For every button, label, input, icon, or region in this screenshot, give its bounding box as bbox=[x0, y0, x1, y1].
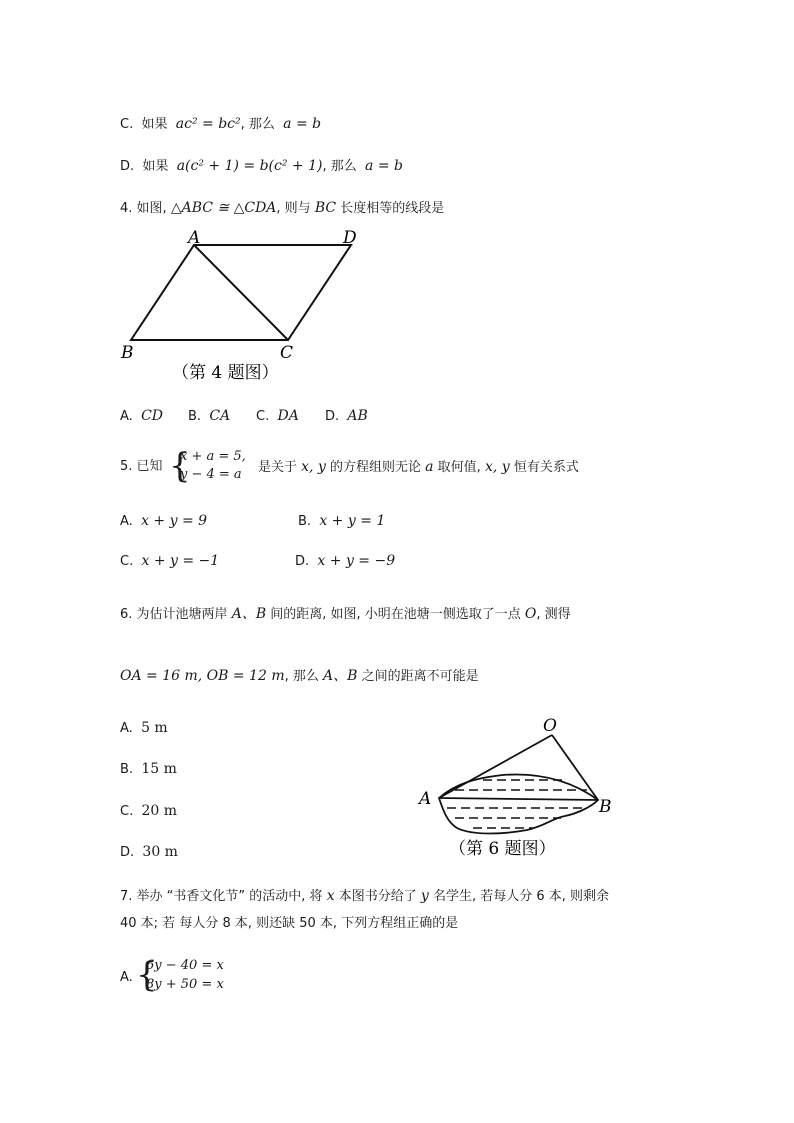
q4-diagonal-ac bbox=[194, 245, 288, 340]
q6-stem-line2: OA = 16 m, OB = 12 m, 那么 A、B 之间的距离不可能是 bbox=[120, 668, 479, 684]
q4-figure-caption: （第 4 题图） bbox=[172, 363, 279, 383]
q7-option-a-eq1: 6y − 40 = x bbox=[146, 958, 224, 973]
q7-option-a-eq2: 8y + 50 = x bbox=[146, 977, 224, 992]
q6-option-a[interactable]: A. 5 m bbox=[120, 720, 168, 736]
q4-option-b[interactable]: B. CA bbox=[188, 408, 231, 424]
q7-option-a-label[interactable]: A. bbox=[120, 970, 133, 985]
q6-label-a: A bbox=[419, 789, 432, 809]
q6-figure-caption: （第 6 题图） bbox=[449, 839, 556, 859]
q5-option-b[interactable]: B. x + y = 1 bbox=[298, 513, 386, 529]
q4-label-c: C bbox=[280, 343, 294, 363]
q4-parallelogram-figure bbox=[118, 226, 360, 386]
q7-option-a-brace: { bbox=[136, 955, 158, 995]
q4-label-d: D bbox=[343, 228, 357, 248]
q4-option-d[interactable]: D. AB bbox=[325, 408, 368, 424]
q4-option-c[interactable]: C. DA bbox=[256, 408, 299, 424]
q4-label-a: A bbox=[188, 228, 201, 248]
q6-stem-line1: 6. 为估计池塘两岸 A、B 间的距离, 如图, 小明在池塘一侧选取了一点 O, 测得 bbox=[120, 606, 571, 622]
q6-line-ab bbox=[439, 798, 598, 800]
q5-system-eq2: y − 4 = a bbox=[180, 467, 242, 482]
q6-label-o: O bbox=[543, 716, 557, 736]
q6-pond-outline bbox=[439, 774, 598, 833]
q4-stem: 4. 如图, △ABC ≅ △CDA, 则与 BC 长度相等的线段是 bbox=[120, 200, 445, 216]
q6-option-c[interactable]: C. 20 m bbox=[120, 803, 178, 819]
q5-option-d[interactable]: D. x + y = −9 bbox=[295, 553, 396, 569]
q6-pond-figure bbox=[415, 712, 620, 862]
q4-label-b: B bbox=[121, 343, 134, 363]
q6-label-b: B bbox=[599, 797, 612, 817]
q5-stem-tail: 是关于 x, y 的方程组则无论 a 取何值, x, y 恒有关系式 bbox=[258, 459, 579, 475]
q3-option-d[interactable]: D. 如果 a(c² + 1) = b(c² + 1), 那么 a = b bbox=[120, 158, 403, 174]
q5-option-a[interactable]: A. x + y = 9 bbox=[120, 513, 208, 529]
q6-water-dashes bbox=[447, 780, 587, 828]
q5-system-brace: { bbox=[169, 446, 191, 486]
q7-stem-line2: 40 本; 若 每人分 8 本, 则还缺 50 本, 下列方程组正确的是 bbox=[120, 916, 459, 931]
q6-option-d[interactable]: D. 30 m bbox=[120, 844, 178, 860]
q6-segment-oa bbox=[439, 735, 552, 798]
q7-stem-line1: 7. 举办 “书香文化节” 的活动中, 将 x 本图书分给了 y 名学生, 若每人分 6 本, 则剩余 bbox=[120, 888, 610, 904]
q5-stem-lead: 5. 已知 bbox=[120, 459, 163, 474]
q3-option-c[interactable]: C. 如果 ac² = bc², 那么 a = b bbox=[120, 116, 322, 132]
q5-option-c[interactable]: C. x + y = −1 bbox=[120, 553, 220, 569]
q4-option-a[interactable]: A. CD bbox=[120, 408, 163, 424]
q6-option-b[interactable]: B. 15 m bbox=[120, 761, 177, 777]
q5-system-eq1: x + a = 5, bbox=[180, 449, 246, 464]
